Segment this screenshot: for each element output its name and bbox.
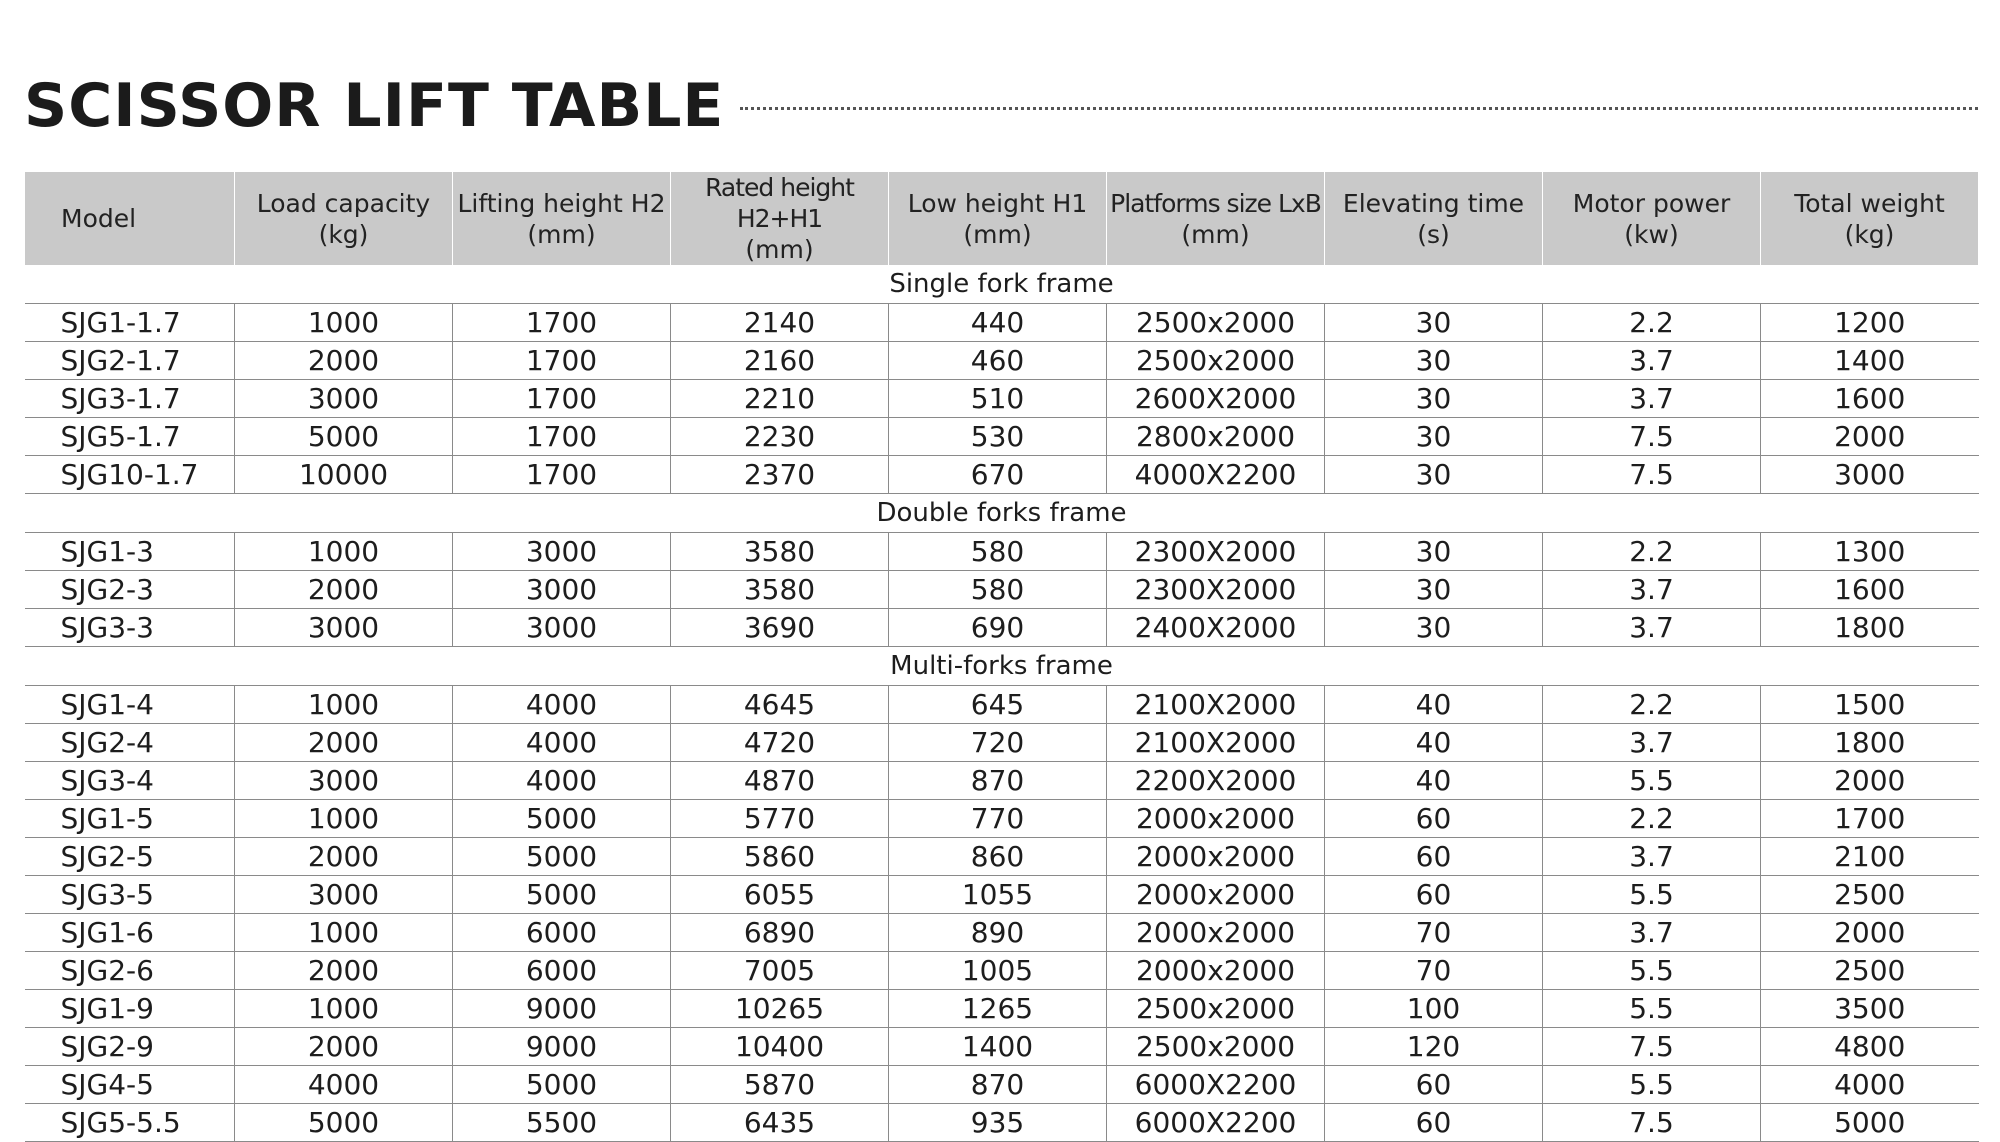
table-cell: 4000X2200	[1107, 456, 1325, 494]
page-title: SCISSOR LIFT TABLE	[24, 71, 725, 141]
table-cell: 120	[1325, 1028, 1543, 1066]
section-title: Single fork frame	[25, 265, 1979, 304]
table-cell: 7.5	[1543, 418, 1761, 456]
model-cell: SJG1-3	[25, 533, 235, 571]
table-cell: 2100X2000	[1107, 686, 1325, 724]
table-cell: 2.2	[1543, 304, 1761, 342]
table-cell: 30	[1325, 571, 1543, 609]
table-cell: 5.5	[1543, 762, 1761, 800]
table-cell: 6000	[453, 914, 671, 952]
model-cell: SJG2-4	[25, 724, 235, 762]
table-cell: 2500x2000	[1107, 304, 1325, 342]
column-header-label: Platforms size LxB	[1110, 188, 1321, 218]
table-cell: 2500	[1761, 876, 1979, 914]
table-cell: 580	[889, 533, 1107, 571]
table-cell: 3580	[671, 533, 889, 571]
table-cell: 60	[1325, 838, 1543, 876]
table-cell: 2500x2000	[1107, 342, 1325, 380]
table-cell: 2000	[235, 952, 453, 990]
section-title: Multi-forks frame	[25, 647, 1979, 686]
model-cell: SJG1-4	[25, 686, 235, 724]
table-cell: 6055	[671, 876, 889, 914]
table-cell: 1600	[1761, 571, 1979, 609]
table-cell: 3690	[671, 609, 889, 647]
table-cell: 3.7	[1543, 609, 1761, 647]
table-cell: 5770	[671, 800, 889, 838]
table-cell: 3.7	[1543, 571, 1761, 609]
table-cell: 40	[1325, 724, 1543, 762]
model-cell: SJG2-3	[25, 571, 235, 609]
table-cell: 3.7	[1543, 342, 1761, 380]
table-row	[25, 762, 1979, 800]
table-cell: 2.2	[1543, 800, 1761, 838]
title-row	[24, 66, 1978, 146]
table-row	[25, 456, 1979, 494]
column-header-lifting-height	[453, 172, 671, 265]
table-cell: 7.5	[1543, 1104, 1761, 1142]
model-cell: SJG4-5	[25, 1066, 235, 1104]
table-cell: 10265	[671, 990, 889, 1028]
table-cell: 5000	[453, 800, 671, 838]
section-row	[25, 494, 1979, 533]
column-header-label: Total weight	[1794, 188, 1945, 218]
table-cell: 2000	[235, 1028, 453, 1066]
column-header-unit: (mm)	[963, 219, 1032, 249]
table-cell: 9000	[453, 990, 671, 1028]
table-cell: 2140	[671, 304, 889, 342]
table-cell: 2000	[235, 571, 453, 609]
table-cell: 1265	[889, 990, 1107, 1028]
table-cell: 2.2	[1543, 686, 1761, 724]
table-cell: 2000x2000	[1107, 800, 1325, 838]
column-header-low-height	[889, 172, 1107, 265]
table-cell: 1500	[1761, 686, 1979, 724]
table-cell: 3000	[235, 762, 453, 800]
table-row	[25, 342, 1979, 380]
table-row	[25, 304, 1979, 342]
table-cell: 720	[889, 724, 1107, 762]
table-cell: 2500x2000	[1107, 990, 1325, 1028]
table-cell: 1000	[235, 686, 453, 724]
table-cell: 2230	[671, 418, 889, 456]
table-cell: 40	[1325, 686, 1543, 724]
table-cell: 2500x2000	[1107, 1028, 1325, 1066]
table-cell: 1000	[235, 533, 453, 571]
table-cell: 60	[1325, 800, 1543, 838]
column-header-label: Model	[61, 204, 137, 233]
table-cell: 4000	[453, 686, 671, 724]
table-cell: 460	[889, 342, 1107, 380]
column-header-label: Elevating time	[1342, 188, 1525, 218]
model-cell: SJG5-5.5	[25, 1104, 235, 1142]
table-row	[25, 952, 1979, 990]
table-cell: 1800	[1761, 609, 1979, 647]
table-cell: 770	[889, 800, 1107, 838]
table-cell: 3000	[453, 571, 671, 609]
table-header	[25, 172, 1979, 265]
table-cell: 3000	[235, 876, 453, 914]
header-row	[25, 172, 1979, 265]
table-cell: 2000x2000	[1107, 914, 1325, 952]
column-header-unit: (kg)	[318, 219, 369, 249]
table-cell: 870	[889, 1066, 1107, 1104]
column-header-label: Rated height H2+H1	[705, 173, 854, 233]
model-cell: SJG1-9	[25, 990, 235, 1028]
column-header-label: Motor power	[1572, 188, 1731, 218]
table-cell: 6435	[671, 1104, 889, 1142]
model-cell: SJG1-6	[25, 914, 235, 952]
column-header-platform-size	[1107, 172, 1325, 265]
table-cell: 70	[1325, 952, 1543, 990]
table-cell: 1700	[1761, 800, 1979, 838]
table-cell: 5870	[671, 1066, 889, 1104]
table-cell: 6000X2200	[1107, 1104, 1325, 1142]
table-row	[25, 418, 1979, 456]
column-header-label: Load capacity	[256, 188, 431, 218]
section-title: Double forks frame	[25, 494, 1979, 533]
table-cell: 3000	[1761, 456, 1979, 494]
column-header-label: Low height H1	[907, 188, 1088, 218]
table-cell: 2370	[671, 456, 889, 494]
table-cell: 2300X2000	[1107, 571, 1325, 609]
table-cell: 2100X2000	[1107, 724, 1325, 762]
column-header-total-weight	[1761, 172, 1979, 265]
table-cell: 7005	[671, 952, 889, 990]
table-cell: 60	[1325, 876, 1543, 914]
table-cell: 5000	[453, 1066, 671, 1104]
table-cell: 1005	[889, 952, 1107, 990]
column-header-unit: (s)	[1417, 219, 1450, 249]
table-cell: 935	[889, 1104, 1107, 1142]
table-cell: 4000	[1761, 1066, 1979, 1104]
table-cell: 4870	[671, 762, 889, 800]
table-cell: 3.7	[1543, 914, 1761, 952]
table-row	[25, 533, 1979, 571]
table-cell: 690	[889, 609, 1107, 647]
table-row	[25, 990, 1979, 1028]
column-header-model	[25, 172, 235, 265]
table-cell: 2000	[1761, 418, 1979, 456]
table-cell: 60	[1325, 1104, 1543, 1142]
table-cell: 2500	[1761, 952, 1979, 990]
table-cell: 30	[1325, 609, 1543, 647]
table-cell: 870	[889, 762, 1107, 800]
model-cell: SJG3-1.7	[25, 380, 235, 418]
table-cell: 6000	[453, 952, 671, 990]
table-cell: 1700	[453, 380, 671, 418]
table-cell: 440	[889, 304, 1107, 342]
table-cell: 510	[889, 380, 1107, 418]
table-cell: 3000	[453, 609, 671, 647]
table-cell: 1400	[889, 1028, 1107, 1066]
table-cell: 645	[889, 686, 1107, 724]
table-cell: 1700	[453, 342, 671, 380]
column-header-unit: (mm)	[1181, 219, 1250, 249]
table-cell: 1000	[235, 800, 453, 838]
table-cell: 2000x2000	[1107, 952, 1325, 990]
table-cell: 1700	[453, 304, 671, 342]
table-cell: 1700	[453, 418, 671, 456]
column-header-motor-power	[1543, 172, 1761, 265]
model-cell: SJG5-1.7	[25, 418, 235, 456]
table-cell: 1400	[1761, 342, 1979, 380]
section-row	[25, 265, 1979, 304]
table-cell: 3.7	[1543, 724, 1761, 762]
table-cell: 4000	[453, 762, 671, 800]
table-cell: 10000	[235, 456, 453, 494]
table-cell: 2000x2000	[1107, 876, 1325, 914]
table-cell: 4000	[453, 724, 671, 762]
table-cell: 1000	[235, 304, 453, 342]
table-cell: 2000	[1761, 762, 1979, 800]
table-cell: 2160	[671, 342, 889, 380]
table-cell: 70	[1325, 914, 1543, 952]
table-row	[25, 914, 1979, 952]
table-cell: 2000	[1761, 914, 1979, 952]
table-cell: 2210	[671, 380, 889, 418]
column-header-unit: (mm)	[745, 235, 814, 264]
model-cell: SJG3-3	[25, 609, 235, 647]
table-cell: 2.2	[1543, 533, 1761, 571]
table-cell: 10400	[671, 1028, 889, 1066]
model-cell: SJG2-9	[25, 1028, 235, 1066]
table-cell: 670	[889, 456, 1107, 494]
table-cell: 3.7	[1543, 380, 1761, 418]
table-cell: 1200	[1761, 304, 1979, 342]
table-cell: 5.5	[1543, 876, 1761, 914]
table-cell: 5860	[671, 838, 889, 876]
model-cell: SJG2-1.7	[25, 342, 235, 380]
section-row	[25, 647, 1979, 686]
table-cell: 6890	[671, 914, 889, 952]
table-cell: 30	[1325, 380, 1543, 418]
column-header-label: Lifting height H2	[457, 188, 666, 218]
table-cell: 30	[1325, 304, 1543, 342]
table-cell: 3.7	[1543, 838, 1761, 876]
table-cell: 2600X2000	[1107, 380, 1325, 418]
table-cell: 9000	[453, 1028, 671, 1066]
table-cell: 2000	[235, 724, 453, 762]
table-cell: 1600	[1761, 380, 1979, 418]
table-cell: 890	[889, 914, 1107, 952]
table-cell: 3500	[1761, 990, 1979, 1028]
table-cell: 1055	[889, 876, 1107, 914]
table-cell: 5000	[235, 1104, 453, 1142]
model-cell: SJG3-4	[25, 762, 235, 800]
table-cell: 3580	[671, 571, 889, 609]
table-cell: 2400X2000	[1107, 609, 1325, 647]
table-cell: 1700	[453, 456, 671, 494]
table-cell: 2200X2000	[1107, 762, 1325, 800]
model-cell: SJG3-5	[25, 876, 235, 914]
table-cell: 5.5	[1543, 990, 1761, 1028]
table-cell: 5.5	[1543, 1066, 1761, 1104]
model-cell: SJG1-5	[25, 800, 235, 838]
table-cell: 1000	[235, 990, 453, 1028]
table-cell: 1800	[1761, 724, 1979, 762]
model-cell: SJG2-6	[25, 952, 235, 990]
table-cell: 7.5	[1543, 1028, 1761, 1066]
table-cell: 5500	[453, 1104, 671, 1142]
table-cell: 40	[1325, 762, 1543, 800]
column-header-load-capacity	[235, 172, 453, 265]
table-cell: 4800	[1761, 1028, 1979, 1066]
table-row	[25, 876, 1979, 914]
table-cell: 580	[889, 571, 1107, 609]
table-row	[25, 724, 1979, 762]
table-cell: 2000x2000	[1107, 838, 1325, 876]
table-cell: 860	[889, 838, 1107, 876]
table-row	[25, 838, 1979, 876]
table-row	[25, 380, 1979, 418]
column-header-unit: (kg)	[1844, 219, 1895, 249]
table-row	[25, 609, 1979, 647]
table-cell: 5000	[235, 418, 453, 456]
table-cell: 1000	[235, 914, 453, 952]
table-cell: 6000X2200	[1107, 1066, 1325, 1104]
table-cell: 5.5	[1543, 952, 1761, 990]
table-row	[25, 1028, 1979, 1066]
table-cell: 30	[1325, 533, 1543, 571]
table-cell: 4645	[671, 686, 889, 724]
table-cell: 2000	[235, 342, 453, 380]
table-row	[25, 571, 1979, 609]
model-cell: SJG10-1.7	[25, 456, 235, 494]
table-cell: 5000	[453, 838, 671, 876]
table-cell: 30	[1325, 456, 1543, 494]
table-cell: 30	[1325, 342, 1543, 380]
column-header-elevating-time	[1325, 172, 1543, 265]
table-cell: 4720	[671, 724, 889, 762]
table-cell: 4000	[235, 1066, 453, 1104]
table-cell: 3000	[235, 380, 453, 418]
table-cell: 5000	[1761, 1104, 1979, 1142]
table-cell: 2800x2000	[1107, 418, 1325, 456]
table-cell: 7.5	[1543, 456, 1761, 494]
table-cell: 2100	[1761, 838, 1979, 876]
table-body	[25, 265, 1979, 1142]
dotted-title-rule	[740, 107, 1978, 110]
table-cell: 530	[889, 418, 1107, 456]
column-header-rated-height	[671, 172, 889, 265]
table-cell: 30	[1325, 418, 1543, 456]
table-cell: 3000	[453, 533, 671, 571]
table-cell: 3000	[235, 609, 453, 647]
column-header-unit: (kw)	[1624, 219, 1679, 249]
table-cell: 2000	[235, 838, 453, 876]
table-cell: 60	[1325, 1066, 1543, 1104]
table-cell: 5000	[453, 876, 671, 914]
model-cell: SJG1-1.7	[25, 304, 235, 342]
table-cell: 1300	[1761, 533, 1979, 571]
table-row	[25, 686, 1979, 724]
table-row	[25, 800, 1979, 838]
table-row	[25, 1066, 1979, 1104]
table-row	[25, 1104, 1979, 1142]
column-header-unit: (mm)	[527, 219, 596, 249]
model-cell: SJG2-5	[25, 838, 235, 876]
spec-table	[24, 172, 1979, 1142]
table-cell: 2300X2000	[1107, 533, 1325, 571]
table-cell: 100	[1325, 990, 1543, 1028]
